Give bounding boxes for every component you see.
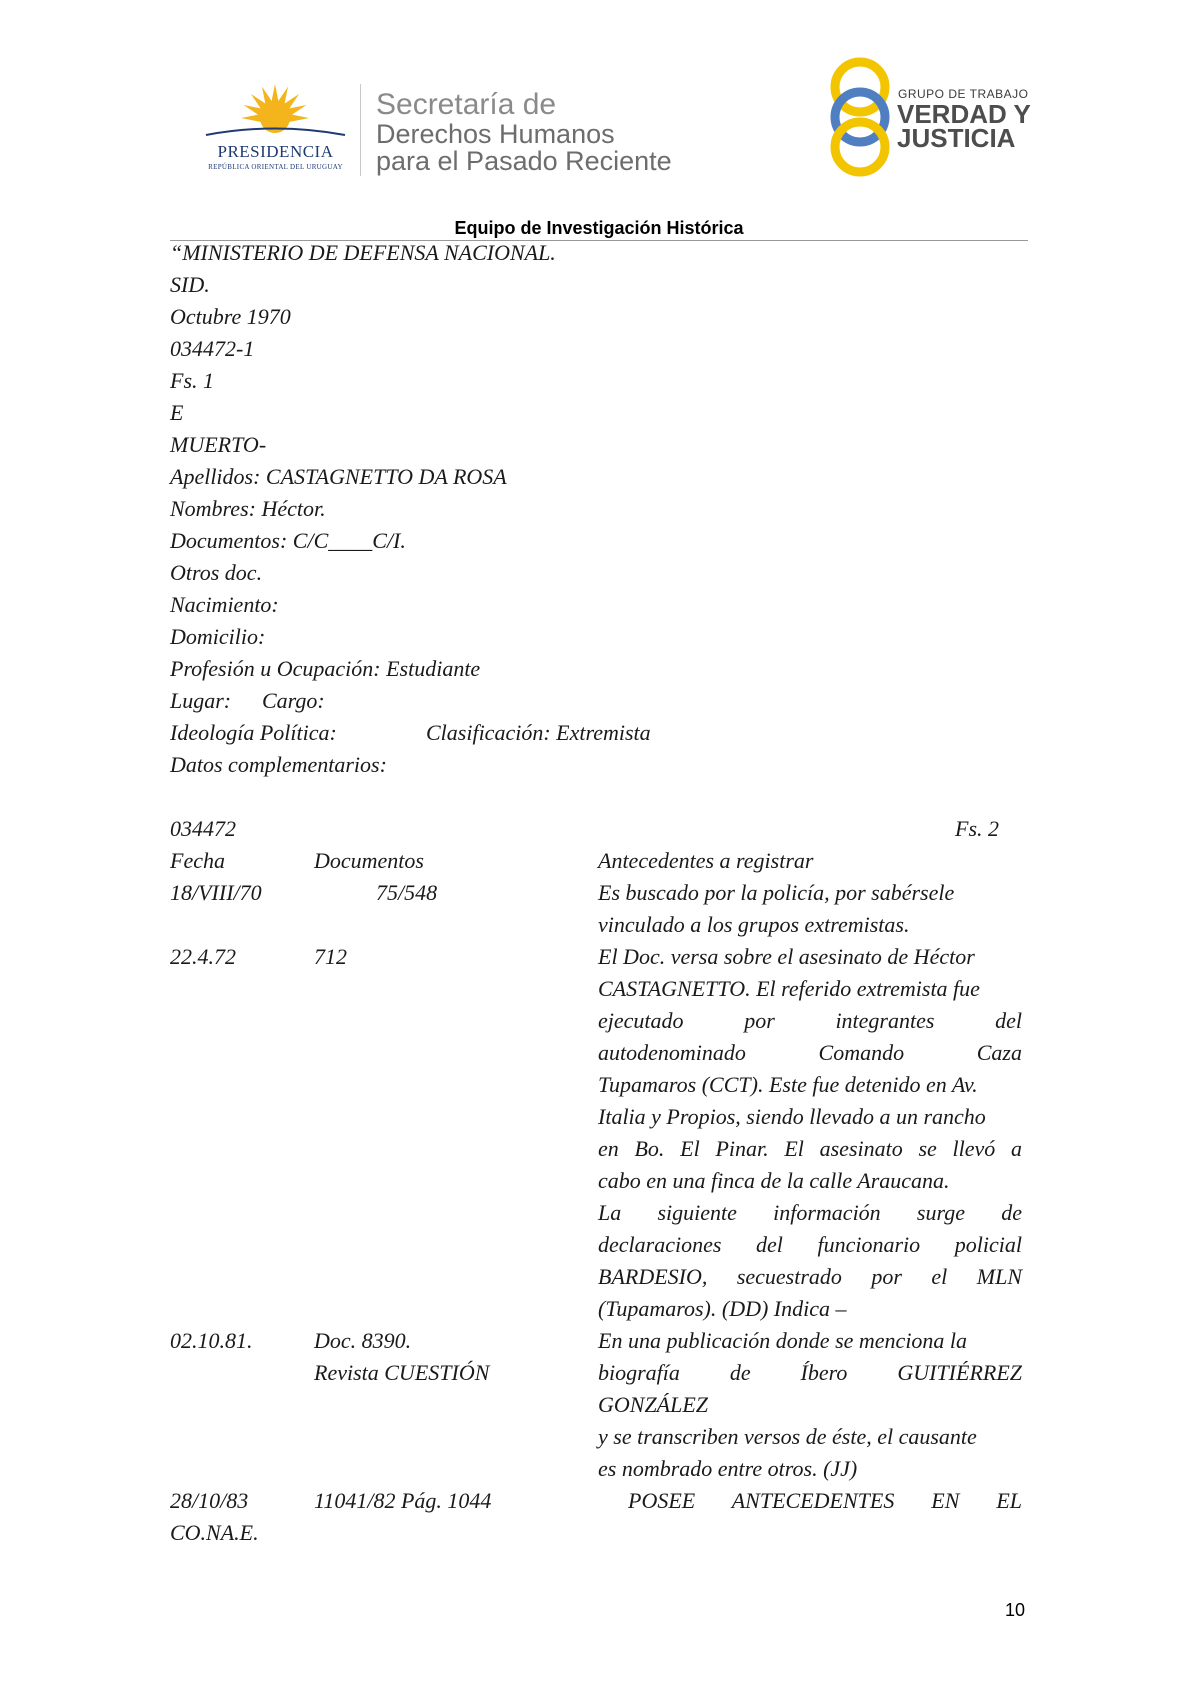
record-line-ministry: “MINISTERIO DE DEFENSA NACIONAL. — [170, 240, 556, 265]
record-documentos: Documentos: C/C____C/I. — [170, 528, 406, 553]
verdad-justicia-rings-logo — [820, 54, 900, 180]
column-header-fecha: Fecha — [170, 848, 225, 873]
sheet2-fs: Fs. 2 — [955, 816, 999, 841]
record-line-status: MUERTO- — [170, 432, 267, 457]
row2-doc: 712 — [314, 944, 347, 969]
record-domicilio: Domicilio: — [170, 624, 266, 649]
row2-text-line: cabo en una finca de la calle Araucana. — [598, 1168, 950, 1193]
row2-text-line: ejecutado por integrantes del — [598, 1008, 1022, 1033]
team-title: Equipo de Investigación Histórica — [454, 218, 744, 238]
presidencia-label: PRESIDENCIA — [217, 142, 334, 161]
row2-text-line: CASTAGNETTO. El referido extremista fue — [598, 976, 980, 1001]
row2-fecha: 22.4.72 — [170, 944, 236, 969]
row4-fecha: 28/10/83 — [170, 1488, 249, 1513]
row1-doc: 75/548 — [376, 880, 438, 905]
row2-text-line: autodenominado Comando Caza — [598, 1040, 1022, 1065]
row2-text-line: BARDESIO, secuestrado por el MLN — [598, 1264, 1022, 1289]
record-profesion: Profesión u Ocupación: Estudiante — [170, 656, 481, 681]
header-divider — [360, 84, 361, 176]
grupo-trabajo-label: GRUPO DE TRABAJO — [898, 87, 1029, 101]
record-datos: Datos complementarios: — [170, 752, 387, 777]
record-nombres: Nombres: Héctor. — [170, 496, 326, 521]
row3-fecha: 02.10.81. — [170, 1328, 253, 1353]
row3-doc2: Revista CUESTIÓN — [314, 1360, 490, 1385]
row2-text-line: Italia y Propios, siendo llevado a un rancho — [598, 1104, 986, 1129]
row1-text-line: Es buscado por la policía, por sabérsele — [598, 880, 955, 905]
row3-doc: Doc. 8390. — [314, 1328, 412, 1353]
record-line-number: 034472-1 — [170, 336, 255, 361]
record-clasificacion: Clasificación: Extremista — [426, 720, 651, 745]
row2-text-line: La siguiente información surge de — [598, 1200, 1022, 1225]
row3-text-line: GONZÁLEZ — [598, 1392, 709, 1417]
row3-text-line: En una publicación donde se menciona la — [598, 1328, 968, 1353]
record-line-sid: SID. — [170, 272, 210, 297]
row2-text-line: declaraciones del funcionario policial — [598, 1232, 1022, 1257]
row1-text-line: vinculado a los grupos extremistas. — [598, 912, 910, 937]
column-header-documentos: Documentos — [314, 848, 424, 873]
row3-text-line: es nombrado entre otros. (JJ) — [598, 1456, 858, 1481]
row4-doc: 11041/82 Pág. 1044 — [314, 1488, 492, 1513]
secretaria-line-3: para el Pasado Reciente — [376, 146, 672, 176]
row2-text-line: (Tupamaros). (DD) Indica – — [598, 1296, 847, 1321]
row1-fecha: 18/VIII/70 — [170, 880, 262, 905]
record-line-date: Octubre 1970 — [170, 304, 291, 329]
justicia-label: JUSTICIA — [897, 123, 1016, 153]
record-nacimiento: Nacimiento: — [170, 592, 279, 617]
column-header-antecedentes: Antecedentes a registrar — [598, 848, 814, 873]
record-otros: Otros doc. — [170, 560, 263, 585]
page-number: 10 — [1005, 1600, 1026, 1620]
row3-text-line: biografía de Íbero GUITIÉRREZ — [598, 1360, 1022, 1385]
record-line-fs: Fs. 1 — [170, 368, 214, 393]
verdad-label: VERDAD Y — [897, 99, 1031, 129]
record-line-e: E — [170, 400, 184, 425]
record-ideologia: Ideología Política: — [170, 720, 337, 745]
record-cargo: Cargo: — [262, 688, 325, 713]
row2-text-line: El Doc. versa sobre el asesinato de Héctor — [598, 944, 975, 969]
row3-text-line: y se transcriben versos de éste, el causante — [598, 1424, 977, 1449]
record-apellidos: Apellidos: CASTAGNETTO DA ROSA — [170, 464, 507, 489]
secretaria-line-1: Secretaría de — [376, 88, 557, 121]
row4-fecha2: CO.NA.E. — [170, 1520, 259, 1545]
secretaria-line-2: Derechos Humanos — [376, 119, 615, 149]
row4-text-line: POSEE ANTECEDENTES EN EL — [628, 1488, 1022, 1513]
record-lugar: Lugar: — [170, 688, 232, 713]
row2-text-line: Tupamaros (CCT). Este fue detenido en Av. — [598, 1072, 978, 1097]
row2-text-line: en Bo. El Pinar. El asesinato se llevó a — [598, 1136, 1022, 1161]
sheet2-number: 034472 — [170, 816, 236, 841]
presidencia-sublabel: REPÚBLICA ORIENTAL DEL URUGUAY — [208, 163, 343, 171]
